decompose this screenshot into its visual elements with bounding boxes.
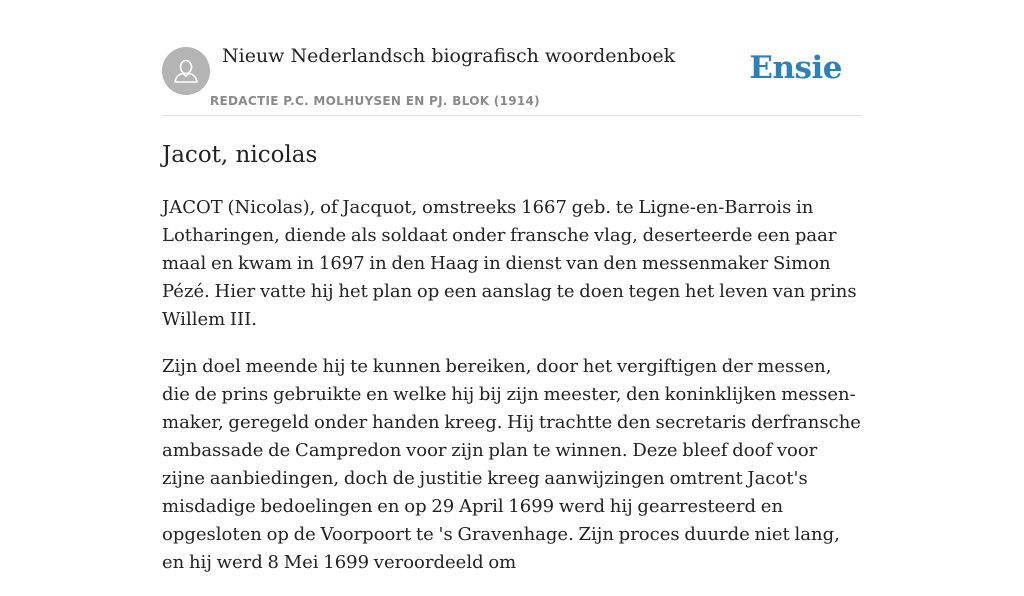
user-silhouette-icon[interactable] bbox=[162, 47, 210, 95]
source-header bbox=[162, 0, 862, 116]
entry-paragraph: Zijn doel meende hij te kunnen bereiken, door het vergiftigen der messen, die de prins gebruikte en welke hij bij zijn meester, den koninklijken messen- maker, geregeld onder handen kreeg. Hij trachtte den secretaris derfransche ambassade de Campredon voor zijn plan te winnen. Deze bleef doof voor zijne aanbiedingen, doch de justitie kreeg aanwijzingen omtrent Jacot's misdadige bedoelingen en op 29 April 1699 werd hij gearresteerd en opgesloten op de Voorpoort te 's Gravenhage. Zijn proces duurde niet lang, en hij werd 8 Mei 1699 veroordeeld om bbox=[162, 356, 861, 573]
page-container bbox=[162, 0, 862, 596]
entry-title: Jacot, nicolas bbox=[162, 142, 318, 168]
entry-body bbox=[162, 194, 862, 577]
source-editors: REDACTIE P.C. MOLHUYSEN EN PJ. BLOK (1914) bbox=[210, 94, 540, 108]
ensie-logo[interactable]: Ensie bbox=[749, 50, 842, 86]
entry-paragraph: JACOT (Nicolas), of Jacquot, omstreeks 1667 geb. te Ligne-en-Barrois in Lotharingen, diende als soldaat onder fransche vlag, deserteerde een paar maal en kwam in 1697 in den Haag in dienst van den messenmaker Simon Pézé. Hier vatte hij het plan op een aanslag te doen tegen het leven van prins Willem III. bbox=[162, 197, 857, 330]
source-title[interactable]: Nieuw Nederlandsch biografisch woordenboek bbox=[222, 45, 676, 67]
